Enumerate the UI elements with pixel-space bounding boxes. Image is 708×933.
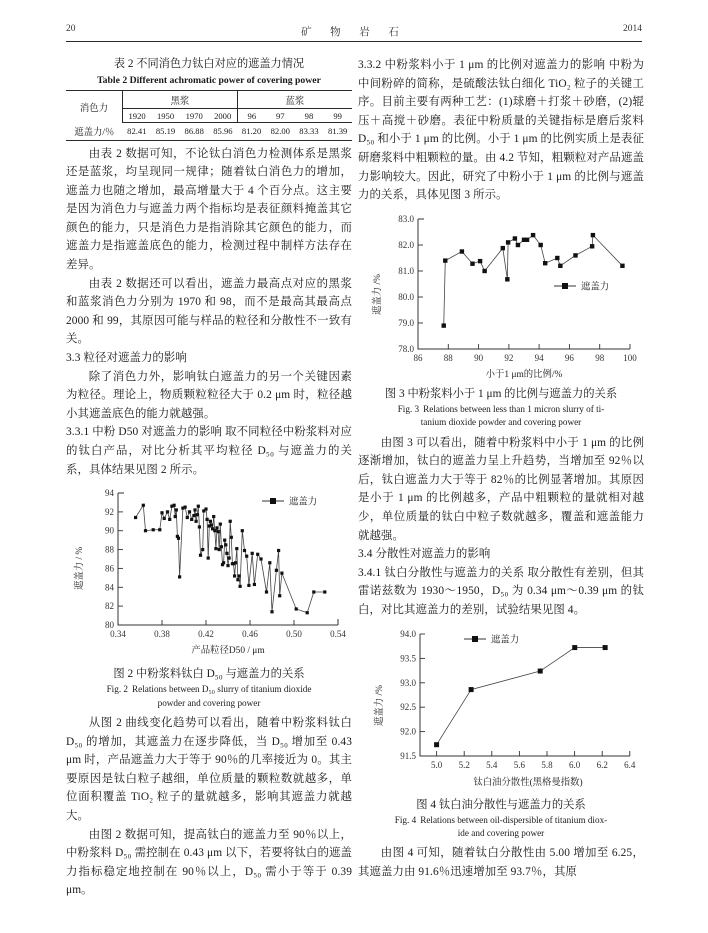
figure-3-caption-cn: 图 3 中粉浆料小于 1 μm 的比例与遮盖力的关系 [384,387,618,400]
fig4-ytick-5: 94.0 [400,628,416,639]
fig4-xtick-6: 6.2 [596,759,608,770]
fig4-y-axis-label: 遮盖力 /% [375,684,385,726]
table2-group-black: 黑浆 [123,91,238,109]
figure-2-caption-en-line2-wrap [66,697,352,710]
figure-2-y-axis [105,488,123,630]
fig4-xtick-7: 6.4 [624,759,636,770]
running-head [66,24,642,38]
fig4-xtick-4: 5.8 [541,759,553,770]
figure-2-caption-en-line1: Relations between D₅₀ slurry of titanium dioxide [132,684,312,695]
page-number: 20 [66,24,76,34]
table2-value-3: 85.96 [209,123,238,141]
table2-value-4: 81.20 [237,123,266,141]
fig3-legend-label: 遮盖力 [581,282,610,293]
figure-4-plot [358,626,644,794]
journal-title: 矿 物 岩 石 [301,27,407,38]
table2 [66,90,352,141]
fig4-ytick-3: 93.0 [400,677,416,688]
fig2-ytick-7: 94 [105,488,114,499]
figure-4-caption-en-line1: Relations between oil-dispersible of titanium diox- [420,814,608,825]
fig4-ytick-2: 92.5 [400,701,416,712]
fig2-ytick-2: 84 [105,582,114,593]
figure-2-caption-en [66,683,352,696]
fig4-ytick-4: 93.5 [400,652,416,663]
table-row [66,91,352,109]
figure-4 [358,626,644,841]
table2-col-black-3: 2000 [209,109,238,123]
fig3-xtick-3: 92 [504,352,514,363]
figure-2 [66,485,352,710]
fig3-xtick-5: 96 [564,352,574,363]
figure-3-y-axis [398,214,423,354]
figure-4-label-en: Fig. 4 [394,814,417,825]
section-3-4-1: 3.4.1 钛白分散性与遮盖力的关系 取分散性有差别，但其雷诺兹数为 1930～1950，D₅₀ 为 0.34 μm～0.39 μm 的钛白，对比其遮盖力的差别，试验结果见图 4。 [358,566,644,616]
fig2-ytick-0: 80 [105,620,114,631]
figure-4-legend [464,633,519,645]
fig2-xtick-1: 0.38 [154,629,170,640]
figure-2-plot [66,485,352,663]
table2-value-1: 85.19 [151,123,180,141]
figure-3-legend [554,280,609,292]
table2-col-black-0: 1920 [123,109,152,123]
figure-3-label-en: Fig. 3 [397,403,420,414]
header-divider [66,41,642,42]
table2-col-blue-0: 96 [237,109,266,123]
figure-2-x-axis [110,620,346,639]
figure-4-x-axis [431,751,636,770]
table2-caption-cn: 表 2 不同消色力钛白对应的遮盖力情况 [113,58,305,70]
table2-value-7: 81.39 [323,123,352,141]
fig3-ytick-5: 83.0 [398,213,414,224]
fig4-xtick-1: 5.2 [458,759,470,770]
fig3-xtick-7: 100 [623,352,637,363]
left-paragraph-1: 由表 2 数据可知，不论钛白消色力检测体系是黑浆还是蓝浆，均呈现同一规律；随着钛白消色力的增加，遮盖力也随之增加，最高增量大于 4 个百分点。这主要是因为消色力与遮盖力两个指标均是表征颜料掩盖其它颜色的能力，只是消色力是指消除其它颜色的能力，而遮盖力是指遮盖底色的能力，检测过程中制样方法存在差异。 [66,147,352,272]
fig2-ytick-1: 82 [105,601,114,612]
fig2-xtick-4: 0.50 [286,629,302,640]
fig3-xtick-4: 94 [534,352,544,363]
left-paragraph-2: 由表 2 数据还可以看出，遮盖力最高点对应的黑浆和蓝浆消色力分别为 1970 和 98，而不是最高其最高点 2000 和 99，其原因可能与样品的粒径和分散性不一致有关。 [66,277,352,346]
fig3-ytick-4: 82.0 [398,239,414,250]
table2-row-label-header: 消色力 [66,91,123,123]
fig3-ytick-2: 80.0 [398,291,414,302]
fig3-x-axis-label: 小于1 μm的比例/% [485,369,563,380]
figure-4-caption-en-line2-wrap [358,827,644,840]
fig2-x-axis-label: 产品粒径D50 / μm [191,646,265,657]
figure-3-series-covering-power [442,233,625,328]
fig3-y-axis-label: 遮盖力 /% [373,273,383,315]
table2-group-blue: 蓝浆 [237,91,352,109]
table2-col-blue-2: 98 [295,109,324,123]
table2-value-0: 82.41 [123,123,152,141]
table2-data-row-label: 遮盖力/％ [66,123,123,141]
fig4-legend-label: 遮盖力 [491,635,520,645]
figure-4-caption-cn: 图 4 钛白油分散性与遮盖力的关系 [416,798,586,811]
left-paragraph-3: 除了消色力外，影响钛白遮盖力的另一个关键因素为粒径。理论上，物质颗粒粒径大于 0.2 μm 时，粒径越小其遮盖底色的能力就越强。 [66,370,352,420]
table2-value-5: 82.00 [266,123,295,141]
section-3-3-heading: 3.3 粒径对遮盖力的影响 [66,352,187,365]
publication-year: 2014 [623,24,642,34]
left-paragraph-5: 由图 2 数据可知，提高钛白的遮盖力至 90％以上，中粉浆料 D₅₀ 需控制在 0.43 μm 以下，若要将钛白的遮盖力指标稳定地控制在 90％以上，D₅₀ 需小于等于 0.39 μm。 [66,828,352,897]
section-3-4-heading: 3.4 分散性对遮盖力的影响 [358,548,491,561]
figure-2-caption-en-line2: powder and covering power [157,697,261,708]
fig2-ytick-6: 92 [105,507,114,518]
table2-col-black-2: 1970 [180,109,209,123]
right-column [358,56,644,882]
figure-4-caption-en [358,814,644,827]
figure-2-label-en: Fig. 2 [106,684,129,695]
fig2-xtick-5: 0.54 [330,629,346,640]
fig4-xtick-3: 5.6 [513,759,526,770]
table2-col-black-1: 1950 [151,109,180,123]
figure-3-plot [358,211,644,383]
fig3-xtick-1: 88 [443,352,453,363]
figure-2-legend [262,496,317,508]
table-row [66,123,352,141]
figure-3-caption-en-line2-wrap [358,416,644,429]
figure-3-x-axis [414,344,638,363]
fig3-ytick-0: 78.0 [398,343,414,354]
figure-3 [358,211,644,430]
fig4-ytick-1: 92.0 [400,726,416,737]
figure-2-series-covering-power [134,504,326,615]
fig2-ytick-5: 90 [105,525,114,536]
figure-4-axes [420,634,630,756]
fig4-xtick-2: 5.4 [486,759,498,770]
figure-2-caption-cn: 图 2 中粉浆料钛白 D₅₀ 与遮盖力的关系 [113,668,305,681]
table2-col-blue-3: 99 [323,109,352,123]
fig2-xtick-0: 0.34 [110,629,126,640]
fig2-xtick-2: 0.42 [198,629,214,640]
section-3-3-2: 3.3.2 中粉浆料小于 1 μm 的比例对遮盖力的影响 中粉为中间粉碎的简称，是硫酸法钛白细化 TiO₂ 粒子的关键工序。目前主要有两种工艺：(1)球磨＋打浆＋砂磨，(2)辊压＋高搅＋砂磨。表征中粉质量的关键指标是磨后浆料 D₅₀ 和小于 1 μm 的比例。小于 1 μm 的比例实质上是表征研磨浆料中粗颗粒的量。由 4.2 节知，粗颗粒对产品遮盖力影响较大。因此，研究了中粉小于 1 μm 的比例与遮盖力的关系，具体见图 3 所示。 [358,59,644,202]
fig3-xtick-2: 90 [474,352,484,363]
fig3-xtick-6: 98 [595,352,605,363]
table2-value-6: 83.33 [295,123,324,141]
fig2-ytick-3: 86 [105,563,114,574]
left-paragraph-4: 从图 2 曲线变化趋势可以看出，随着中粉浆料钛白 D₅₀ 的增加，其遮盖力在逐步降低，当 D₅₀ 增加至 0.43 μm 时，产品遮盖力大于等于 90％的几率接近为 0。其主要原因是钛白粒子越细，单位质量的颗粒数就越多，单位面积覆盖 TiO₂ 粒子的量就越多，影响其遮盖力就越大。 [66,717,352,822]
right-paragraph-1: 由图 3 可以看出，随着中粉浆料中小于 1 μm 的比例逐渐增加，钛白的遮盖力呈上升趋势，当增加至 92％以后，钛白遮盖力大于等于 82％的比例显著增加。其原因是小于 1 μm 的比例越多，产品中粗颗粒的量就相对越少，单位质量的钛白中粒子数就越多，覆盖和遮盖能力就越强。 [358,436,644,542]
left-column [66,56,352,900]
fig2-y-axis-label: 遮盖力 / % [75,546,85,591]
figure-3-caption-en-line1: Relations between less than 1 micron slurry of ti- [423,403,605,414]
table2-caption-en: Table 2 Different achromatic power of covering power [97,75,321,86]
fig4-xtick-5: 6.0 [568,759,581,770]
figure-3-caption-en [358,403,644,416]
fig4-xtick-0: 5.0 [430,759,443,770]
figure-3-caption-en-line2: tanium dioxide powder and covering power [420,417,582,428]
fig4-ytick-0: 91.5 [400,750,416,761]
figure-4-caption-en-line2: ide and covering power [457,827,545,838]
fig3-ytick-3: 81.0 [398,265,414,276]
table2-col-blue-1: 97 [266,109,295,123]
fig3-ytick-1: 79.0 [398,317,414,328]
fig2-ytick-4: 88 [105,544,114,555]
figure-4-series-covering-power [434,645,608,747]
figure-4-y-axis [400,629,425,761]
section-3-3-1: 3.3.1 中粉 D50 对遮盖力的影响 取不同粒径中粉浆料对应的钛白产品，对比分析其平均粒径 D₅₀ 与遮盖力的关系，具体结果见图 2 所示。 [66,426,352,476]
fig2-xtick-3: 0.46 [242,629,258,640]
right-paragraph-2: 由图 4 可知，随着钛白分散性由 5.00 增加至 6.25，其遮盖力由 91.6％迅速增加至 93.7％，其原 [358,847,644,878]
table2-value-2: 86.88 [180,123,209,141]
fig4-x-axis-label: 钛白油分散性(黑格曼指数) [473,777,583,788]
fig3-xtick-0: 86 [413,352,423,363]
fig2-legend-label: 遮盖力 [289,497,318,508]
